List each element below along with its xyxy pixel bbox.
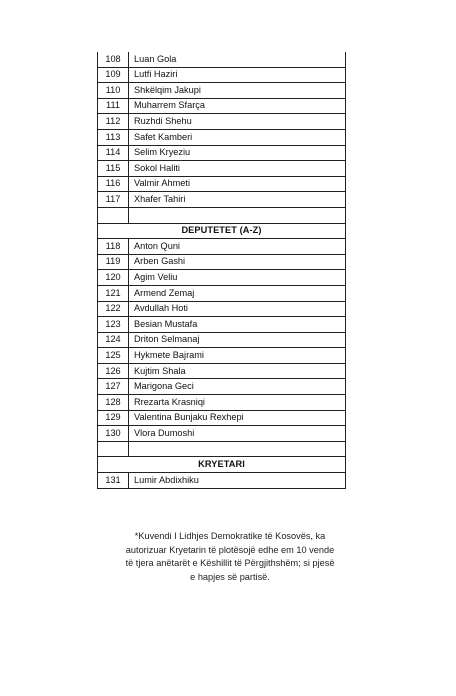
- blank-cell: [98, 441, 129, 457]
- table-row: [98, 67, 346, 83]
- row-number: 126: [98, 363, 129, 379]
- row-number: 116: [98, 176, 129, 192]
- row-number: 123: [98, 317, 129, 333]
- member-name: Valentina Bunjaku Rexhepi: [129, 410, 346, 426]
- member-list-table: [97, 52, 346, 489]
- blank-row: [98, 207, 346, 223]
- row-number: 125: [98, 348, 129, 364]
- blank-cell: [98, 207, 129, 223]
- member-name: Sokol Haliti: [129, 161, 346, 177]
- member-name: Safet Kamberi: [129, 129, 346, 145]
- table-row: [98, 52, 346, 67]
- row-number: 128: [98, 395, 129, 411]
- row-number: 130: [98, 426, 129, 442]
- section-header-row: [98, 457, 346, 473]
- table-row: [98, 426, 346, 442]
- member-name: Lutfi Haziri: [129, 67, 346, 83]
- table-row: [98, 145, 346, 161]
- footnote-line: autorizuar Kryetarin të plotësojë edhe em 10 vende: [125, 544, 335, 555]
- table-row: [98, 395, 346, 411]
- footnote-line: e hapjes së partisë.: [190, 571, 270, 582]
- member-name: Ruzhdi Shehu: [129, 114, 346, 130]
- table-row: [98, 473, 346, 489]
- member-name: Besian Mustafa: [129, 317, 346, 333]
- member-name: Vlora Dumoshi: [129, 426, 346, 442]
- row-number: 109: [98, 67, 129, 83]
- table-row: [98, 301, 346, 317]
- member-list-body: [98, 52, 346, 488]
- row-number: 131: [98, 473, 129, 489]
- row-number: 111: [98, 98, 129, 114]
- row-number: 115: [98, 161, 129, 177]
- member-name: Arben Gashi: [129, 254, 346, 270]
- member-name: Kujtim Shala: [129, 363, 346, 379]
- blank-row: [98, 441, 346, 457]
- table-row: [98, 270, 346, 286]
- table-row: [98, 83, 346, 99]
- table-row: [98, 129, 346, 145]
- member-name: Lumir Abdixhiku: [129, 473, 346, 489]
- table-row: [98, 239, 346, 255]
- row-number: 118: [98, 239, 129, 255]
- row-number: 117: [98, 192, 129, 208]
- member-name: Marigona Geci: [129, 379, 346, 395]
- member-name: Xhafer Tahiri: [129, 192, 346, 208]
- member-name: Luan Gola: [129, 52, 346, 67]
- table-row: [98, 379, 346, 395]
- member-name: Selim Kryeziu: [129, 145, 346, 161]
- member-name: Driton Selmanaj: [129, 332, 346, 348]
- table-row: [98, 98, 346, 114]
- table-row: [98, 176, 346, 192]
- member-name: Hykmete Bajrami: [129, 348, 346, 364]
- footnote-line: *Kuvendi I Lidhjes Demokratike të Kosovës, ka: [134, 531, 326, 541]
- table-row: [98, 317, 346, 333]
- table-row: [98, 332, 346, 348]
- row-number: 129: [98, 410, 129, 426]
- table-row: [98, 192, 346, 208]
- row-number: 122: [98, 301, 129, 317]
- member-name: Shkëlqim Jakupi: [129, 83, 346, 99]
- footnote-line: të tjera anëtarët e Këshillit të Përgjithshëm; si pjesë: [125, 558, 335, 568]
- table-row: [98, 348, 346, 364]
- blank-cell: [129, 441, 346, 457]
- member-name: Muharrem Sfarça: [129, 98, 346, 114]
- table-row: [98, 285, 346, 301]
- row-number: 112: [98, 114, 129, 130]
- section-header-row: [98, 223, 346, 239]
- row-number: 113: [98, 129, 129, 145]
- section-title: DEPUTETET (A-Z): [98, 223, 346, 239]
- section-title: KRYETARI: [98, 457, 346, 473]
- row-number: 121: [98, 285, 129, 301]
- member-name: Avdullah Hoti: [129, 301, 346, 317]
- table-row: [98, 114, 346, 130]
- row-number: 110: [98, 83, 129, 99]
- member-name: Agim Veliu: [129, 270, 346, 286]
- member-name: Rrezarta Krasniqi: [129, 395, 346, 411]
- member-name: Armend Zemaj: [129, 285, 346, 301]
- row-number: 127: [98, 379, 129, 395]
- member-name: Valmir Ahmeti: [129, 176, 346, 192]
- row-number: 120: [98, 270, 129, 286]
- table-row: [98, 410, 346, 426]
- footnote: [100, 530, 360, 584]
- row-number: 119: [98, 254, 129, 270]
- row-number: 114: [98, 145, 129, 161]
- table-row: [98, 363, 346, 379]
- table-row: [98, 254, 346, 270]
- table-row: [98, 161, 346, 177]
- blank-cell: [129, 207, 346, 223]
- row-number: 108: [98, 52, 129, 67]
- row-number: 124: [98, 332, 129, 348]
- member-name: Anton Quni: [129, 239, 346, 255]
